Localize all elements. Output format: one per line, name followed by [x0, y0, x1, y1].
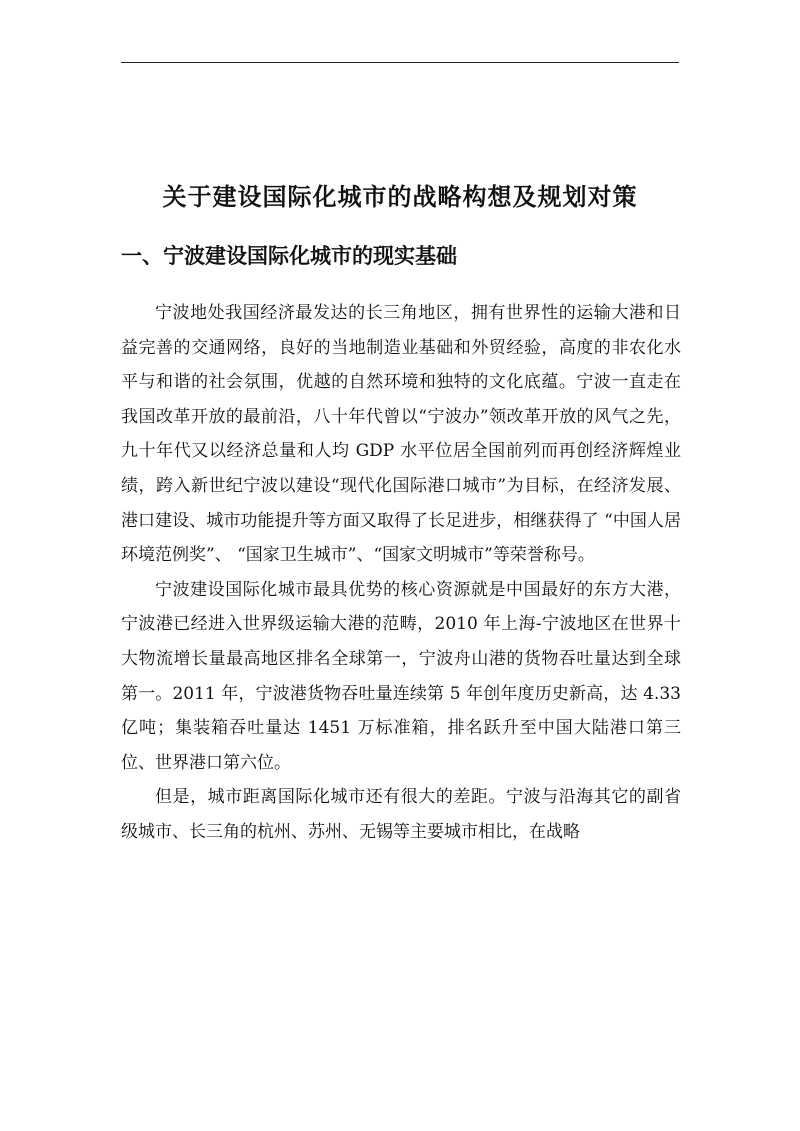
paragraph: 宁波地处我国经济最发达的长三角地区，拥有世界性的运输大港和日益完善的交通网络，良好的当地制造业基础和外贸经验，高度的非农化水平与和谐的社会氛围，优越的自然环境和独特的文化底蕴。宁波一直走在我国改革开放的最前沿，八十年代曾以“宁波办”领改革开放的风气之先，九十年代又以经济总量和人均 GDP 水平位居全国前列而再创经济辉煌业绩，跨入新世纪宁波以建设“现代化国际港口城市”为目标，在经济发展、港口建设、城市功能提升等方面又取得了长足进步，相继获得了 “中国人居环境范例奖”、 “国家卫生城市”、“国家文明城市”等荣誉称号。	[121, 303, 681, 566]
header-rule	[121, 62, 679, 63]
document-title: 关于建设国际化城市的战略构想及规划对策	[162, 183, 638, 211]
paragraph: 宁波建设国际化城市最具优势的核心资源就是中国最好的东方大港，宁波港已经进入世界级运输大港的范畴，2010 年上海-宁波地区在世界十大物流增长量最高地区排名全球第一，宁波舟山港的货物吞吐量达到全球第一。2011 年，宁波港货物吞吐量连续第 5 年创年度历史新高，达 4.33 亿吨；集装箱吞吐量达 1451 万标准箱，排名跃升至中国大陆港口第三位、世界港口第六位。	[121, 579, 681, 773]
paragraph: 但是，城市距离国际化城市还有很大的差距。宁波与沿海其它的副省级城市、长三角的杭州、苏州、无锡等主要城市相比，在战略	[121, 787, 681, 842]
body-text	[121, 296, 681, 850]
section-heading: 一、宁波建设国际化城市的现实基础	[121, 244, 457, 268]
